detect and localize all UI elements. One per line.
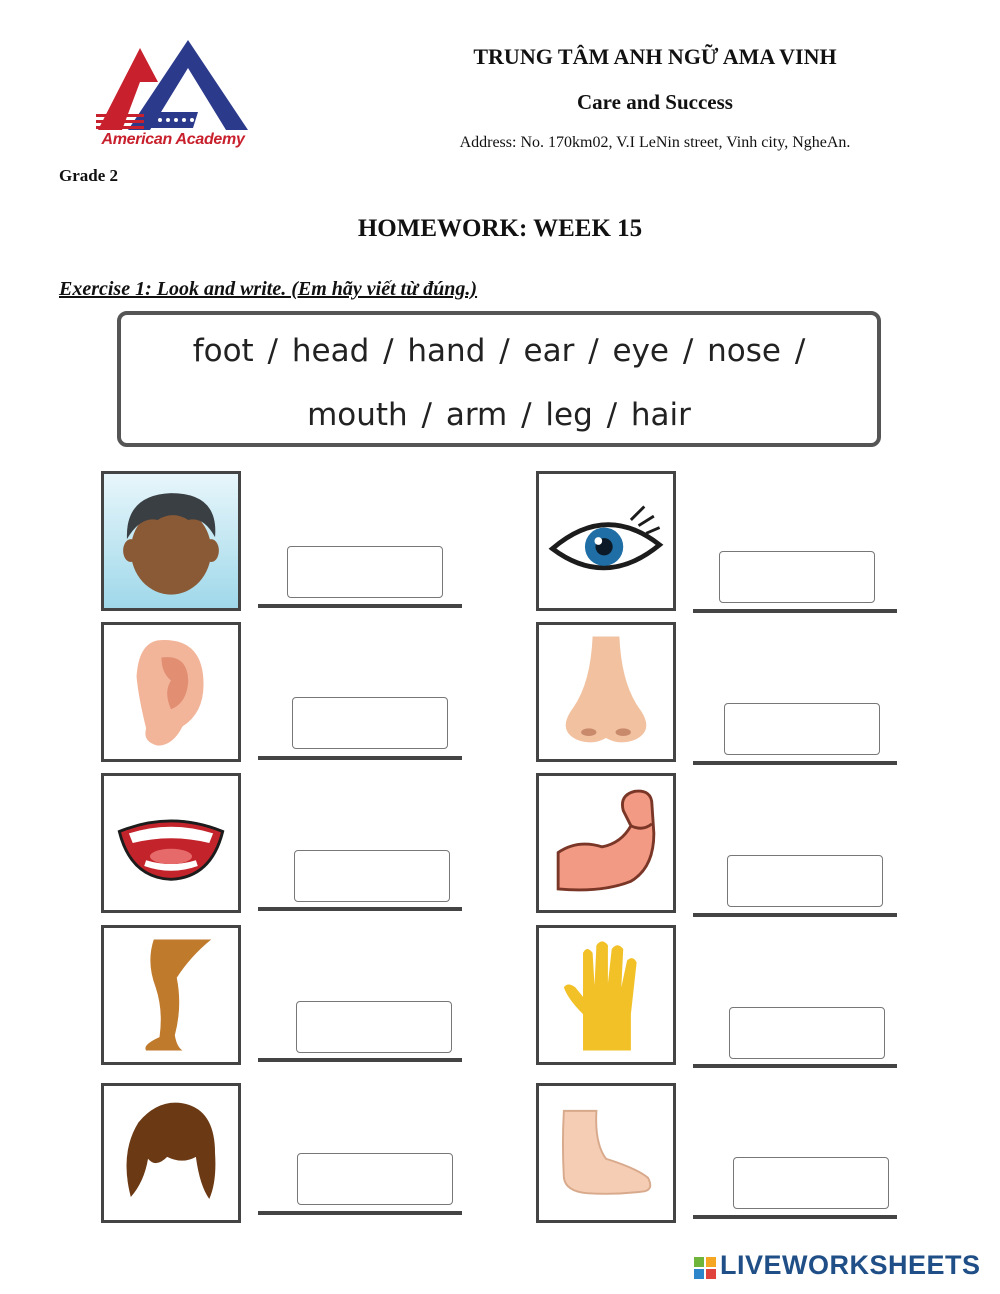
leg-icon	[104, 928, 238, 1062]
grade-label: Grade 2	[59, 166, 119, 185]
eye-icon	[539, 474, 673, 608]
address: Address: No. 170km02, V.I LeNin street, Vinh city, NgheAn.	[459, 134, 851, 151]
answer-input[interactable]	[727, 855, 883, 907]
slogan: Care and Success	[577, 90, 733, 114]
word-bank-line: foot / head / hand / ear / eye / nose /	[192, 333, 806, 369]
answer-input[interactable]	[296, 1001, 452, 1053]
answer-underline	[693, 609, 897, 613]
arm-icon	[539, 776, 673, 910]
word-bank	[117, 311, 881, 447]
answer-input[interactable]	[297, 1153, 453, 1205]
nose-icon	[539, 625, 673, 759]
ear-icon	[104, 625, 238, 759]
answer-underline	[258, 1211, 462, 1215]
hand-icon	[539, 928, 673, 1062]
ear-picture	[101, 622, 241, 762]
answer-underline	[258, 756, 462, 760]
answer-input[interactable]	[287, 546, 443, 598]
leg-picture	[101, 925, 241, 1065]
answer-underline	[258, 1058, 462, 1062]
foot-picture	[536, 1083, 676, 1223]
nose-picture	[536, 622, 676, 762]
hair-icon	[104, 1086, 238, 1220]
page-title: HOMEWORK: WEEK 15	[357, 215, 643, 242]
mouth-icon	[104, 776, 238, 910]
answer-input[interactable]	[724, 703, 880, 755]
answer-underline	[258, 907, 462, 911]
answer-input[interactable]	[294, 850, 450, 902]
liveworksheets-brand[interactable]: LIVEWORKSHEETS	[720, 1250, 981, 1280]
answer-underline	[693, 761, 897, 765]
answer-underline	[693, 1215, 897, 1219]
answer-underline	[693, 1064, 897, 1068]
liveworksheets-logo-icon	[694, 1257, 716, 1279]
hand-picture	[536, 925, 676, 1065]
logo-text: American Academy	[101, 131, 245, 148]
answer-input[interactable]	[729, 1007, 885, 1059]
head-icon	[104, 474, 238, 608]
hair-picture	[101, 1083, 241, 1223]
school-name: TRUNG TÂM ANH NGỮ AMA VINH	[473, 44, 837, 69]
answer-input[interactable]	[292, 697, 448, 749]
foot-icon	[539, 1086, 673, 1220]
answer-underline	[693, 913, 897, 917]
answer-underline	[258, 604, 462, 608]
arm-picture	[536, 773, 676, 913]
mouth-picture	[101, 773, 241, 913]
head-picture	[101, 471, 241, 611]
exercise-heading: Exercise 1: Look and write. (Em hãy viết từ đúng.)	[59, 278, 478, 300]
eye-picture	[536, 471, 676, 611]
answer-input[interactable]	[719, 551, 875, 603]
answer-input[interactable]	[733, 1157, 889, 1209]
word-bank-line: mouth / arm / leg / hair	[307, 397, 691, 433]
